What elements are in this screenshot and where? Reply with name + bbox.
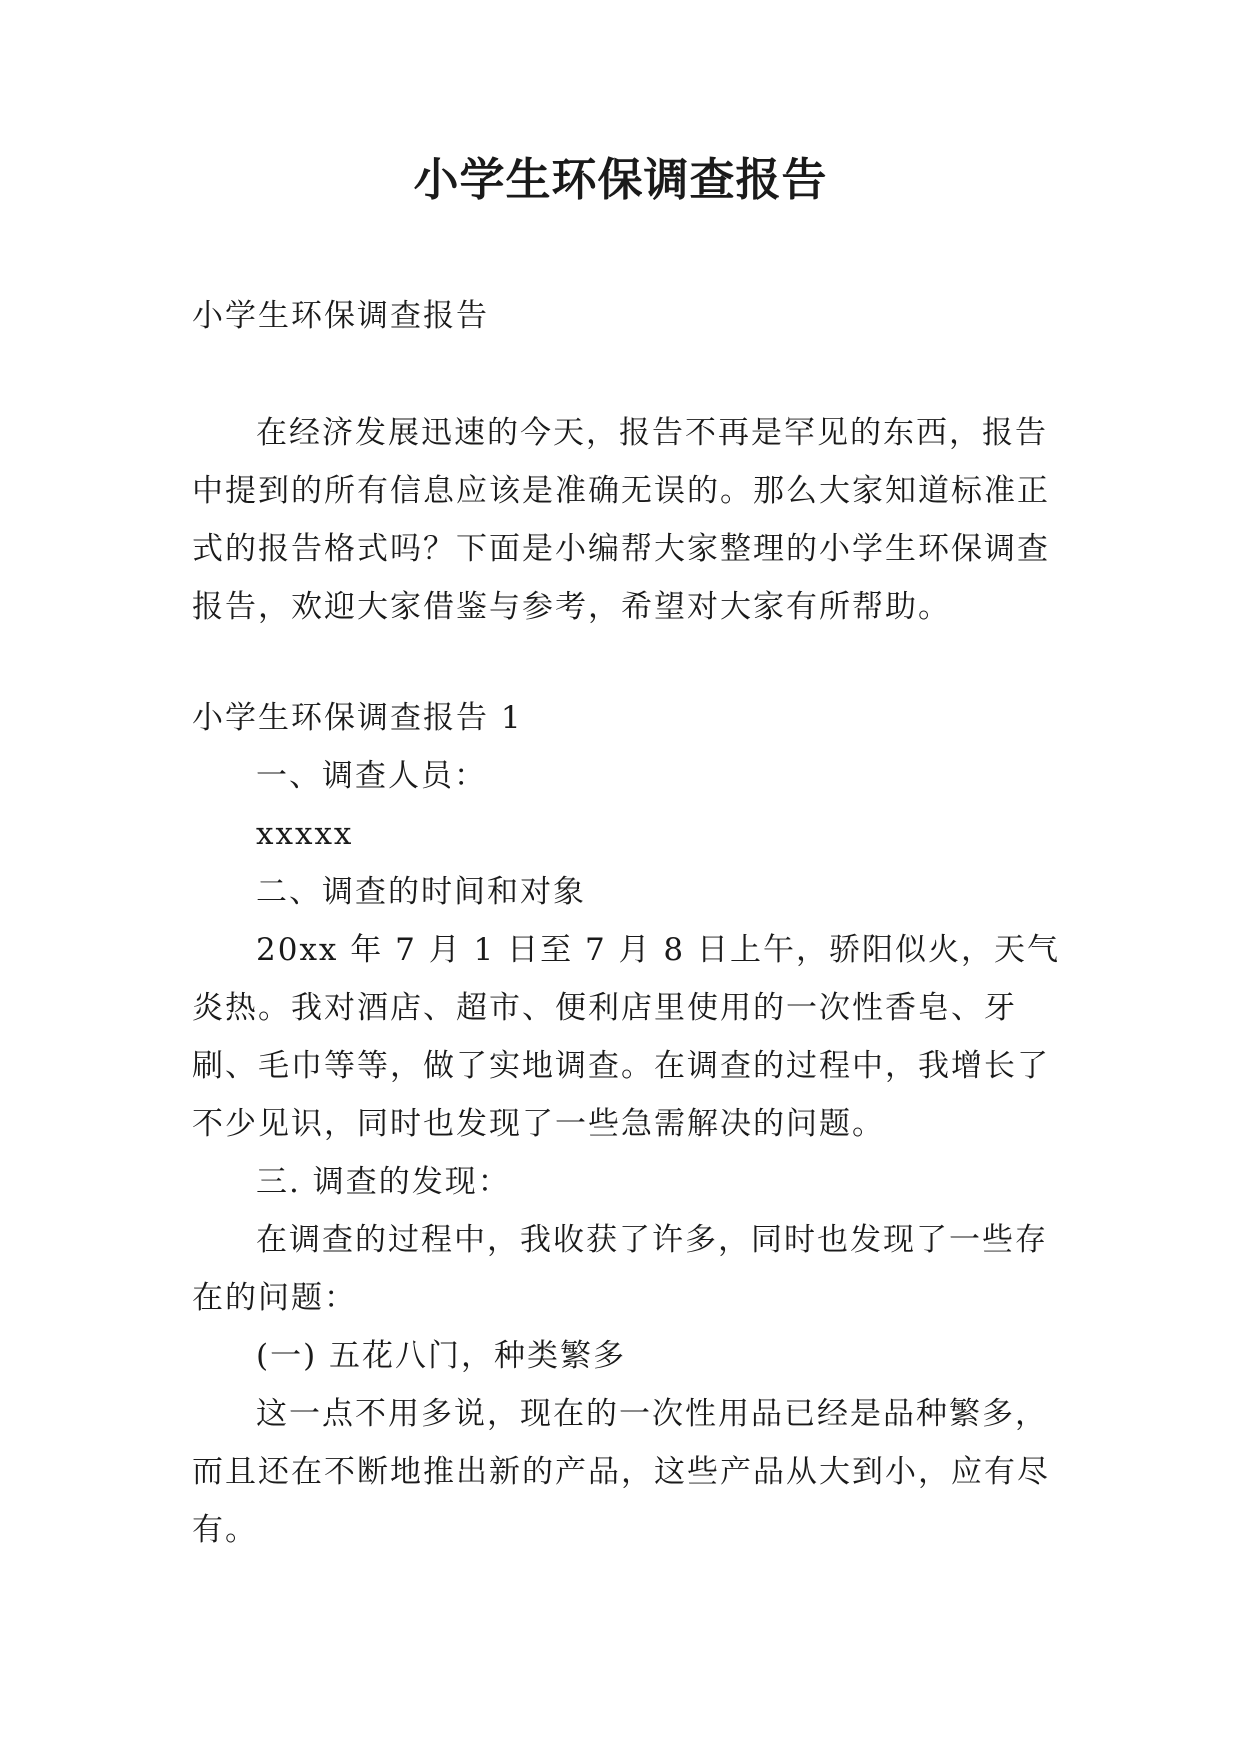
- findings-paragraph: 在调查的过程中，我收获了许多，同时也发现了一些存在的问题：: [192, 1222, 1048, 1316]
- personnel-value: xxxxx: [256, 816, 354, 852]
- time-heading: 二、调查的时间和对象: [256, 874, 586, 910]
- document-title: 小学生环保调查报告: [413, 153, 828, 206]
- subheading-variety: (一) 五花八门，种类繁多: [256, 1338, 627, 1374]
- findings-heading: 三. 调查的发现：: [256, 1164, 511, 1200]
- document-subtitle: 小学生环保调查报告: [192, 298, 489, 334]
- intro-paragraph: 在经济发展迅速的今天，报告不再是罕见的东西，报告中提到的所有信息应该是准确无误的。那么大家知道标准正式的报告格式吗？下面是小编帮大家整理的小学生环保调查报告，欢迎大家借鉴与参考，希望对大家有所帮助。: [192, 415, 1050, 625]
- time-paragraph: 20xx 年 7 月 1 日至 7 月 8 日上午，骄阳似火，天气炎热。我对酒店、超市、便利店里使用的一次性香皂、牙刷、毛巾等等，做了实地调查。在调查的过程中，我增长了不少见识，同时也发现了一些急需解决的问题。: [192, 932, 1060, 1142]
- section-title: 小学生环保调查报告 1: [192, 700, 523, 736]
- variety-paragraph: 这一点不用多说，现在的一次性用品已经是品种繁多，而且还在不断地推出新的产品，这些产品从大到小，应有尽有。: [192, 1396, 1050, 1548]
- personnel-heading: 一、调查人员：: [256, 758, 487, 794]
